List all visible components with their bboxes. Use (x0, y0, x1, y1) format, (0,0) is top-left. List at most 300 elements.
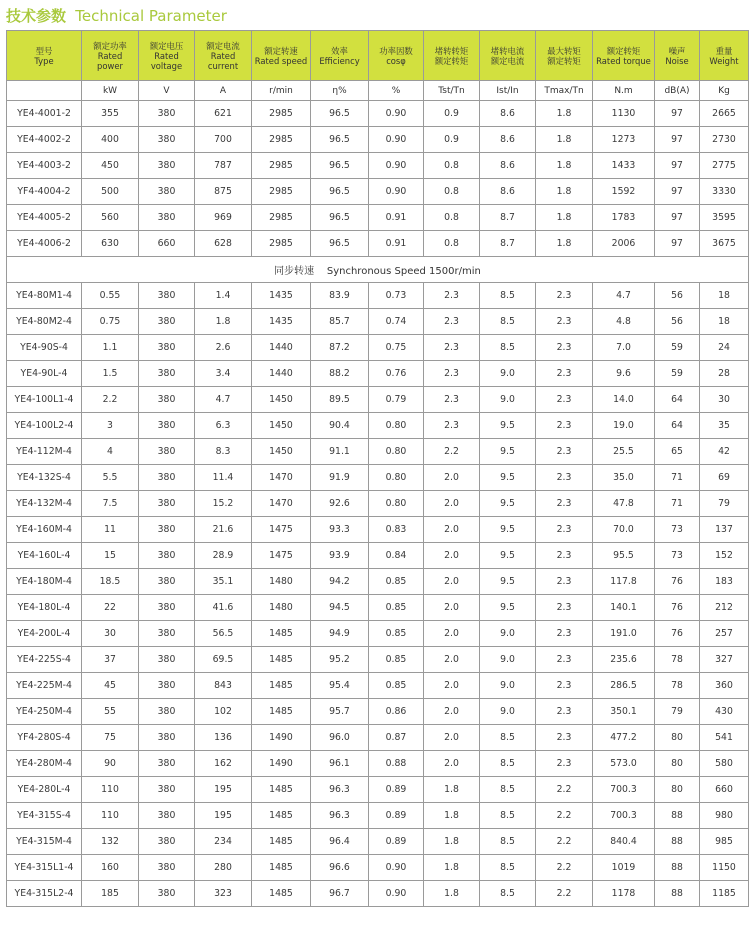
cell-rated-speed: 1470 (252, 491, 311, 517)
cell-rated-speed: 1475 (252, 543, 311, 569)
cell-tmax-tn: 1.8 (536, 231, 593, 257)
cell-rated-power: 160 (82, 855, 139, 881)
cell-tmax-tn: 2.3 (536, 543, 593, 569)
cell-efficiency: 90.4 (311, 413, 369, 439)
cell-ist-in: 9.0 (480, 673, 536, 699)
header-rated-voltage (139, 31, 195, 81)
cell-rated-torque: 140.1 (593, 595, 655, 621)
cell-rated-power: 450 (82, 153, 139, 179)
header-line: power (97, 60, 123, 71)
cell-rated-voltage: 380 (139, 205, 195, 231)
cell-rated-power: 45 (82, 673, 139, 699)
cell-tst-tn: 2.0 (424, 491, 480, 517)
table-body (7, 101, 749, 907)
cell-type: YE4-180L-4 (7, 595, 82, 621)
header-line: Rated (97, 50, 123, 61)
cell-ist-in: 8.5 (480, 283, 536, 309)
cell-power-factor: 0.73 (369, 283, 424, 309)
cell-power-factor: 0.89 (369, 829, 424, 855)
cell-weight: 580 (700, 751, 749, 777)
cell-rated-current: 1.8 (195, 309, 252, 335)
cell-rated-current: 787 (195, 153, 252, 179)
cell-rated-torque: 35.0 (593, 465, 655, 491)
cell-tmax-tn: 2.3 (536, 283, 593, 309)
cell-power-factor: 0.79 (369, 387, 424, 413)
cell-rated-torque: 1178 (593, 881, 655, 907)
table-row (7, 647, 749, 673)
cell-weight: 1150 (700, 855, 749, 881)
cell-rated-speed: 2985 (252, 231, 311, 257)
cell-weight: 660 (700, 777, 749, 803)
table-row (7, 699, 749, 725)
cell-type: YE4-4005-2 (7, 205, 82, 231)
cell-ist-in: 9.5 (480, 491, 536, 517)
cell-ist-in: 8.7 (480, 205, 536, 231)
table-row (7, 205, 749, 231)
cell-rated-torque: 350.1 (593, 699, 655, 725)
cell-tst-tn: 2.0 (424, 751, 480, 777)
cell-rated-speed: 1450 (252, 387, 311, 413)
cell-rated-current: 323 (195, 881, 252, 907)
cell-efficiency: 96.5 (311, 127, 369, 153)
cell-efficiency: 95.2 (311, 647, 369, 673)
cell-rated-speed: 1435 (252, 309, 311, 335)
header-rated-speed (252, 31, 311, 81)
cell-weight: 2775 (700, 153, 749, 179)
cell-rated-power: 400 (82, 127, 139, 153)
cell-rated-torque: 19.0 (593, 413, 655, 439)
table-row (7, 127, 749, 153)
cell-type: YE4-250M-4 (7, 699, 82, 725)
unit-type (7, 81, 82, 101)
cell-tmax-tn: 2.2 (536, 803, 593, 829)
cell-power-factor: 0.85 (369, 647, 424, 673)
cell-power-factor: 0.90 (369, 101, 424, 127)
cell-rated-current: 875 (195, 179, 252, 205)
cell-rated-power: 90 (82, 751, 139, 777)
table-row (7, 517, 749, 543)
cell-noise: 59 (655, 335, 700, 361)
cell-noise: 64 (655, 413, 700, 439)
cell-rated-voltage: 380 (139, 543, 195, 569)
cell-ist-in: 8.5 (480, 881, 536, 907)
cell-rated-power: 11 (82, 517, 139, 543)
unit-tmax-tn: Tmax/Tn (536, 81, 593, 101)
cell-efficiency: 96.5 (311, 205, 369, 231)
cell-rated-torque: 9.6 (593, 361, 655, 387)
cell-rated-current: 195 (195, 803, 252, 829)
header-line: Rated (210, 50, 236, 61)
cell-power-factor: 0.91 (369, 231, 424, 257)
cell-weight: 430 (700, 699, 749, 725)
unit-rated-power: kW (82, 81, 139, 101)
cell-noise: 78 (655, 673, 700, 699)
cell-ist-in: 9.0 (480, 621, 536, 647)
cell-rated-speed: 1485 (252, 673, 311, 699)
cell-efficiency: 94.9 (311, 621, 369, 647)
cell-noise: 88 (655, 803, 700, 829)
cell-type: YE4-280L-4 (7, 777, 82, 803)
cell-power-factor: 0.90 (369, 127, 424, 153)
cell-weight: 2665 (700, 101, 749, 127)
cell-rated-speed: 1485 (252, 621, 311, 647)
cell-efficiency: 92.6 (311, 491, 369, 517)
cell-tmax-tn: 2.3 (536, 517, 593, 543)
cell-rated-voltage: 380 (139, 881, 195, 907)
cell-noise: 73 (655, 543, 700, 569)
cell-rated-torque: 286.5 (593, 673, 655, 699)
cell-rated-power: 630 (82, 231, 139, 257)
cell-type: YE4-315L2-4 (7, 881, 82, 907)
cell-tst-tn: 2.0 (424, 673, 480, 699)
cell-power-factor: 0.90 (369, 881, 424, 907)
cell-power-factor: 0.74 (369, 309, 424, 335)
cell-efficiency: 96.5 (311, 101, 369, 127)
cell-rated-power: 500 (82, 179, 139, 205)
cell-rated-power: 1.1 (82, 335, 139, 361)
cell-rated-current: 6.3 (195, 413, 252, 439)
cell-rated-voltage: 380 (139, 387, 195, 413)
cell-ist-in: 8.5 (480, 777, 536, 803)
cell-rated-speed: 2985 (252, 127, 311, 153)
cell-noise: 76 (655, 621, 700, 647)
cell-rated-current: 35.1 (195, 569, 252, 595)
cell-rated-current: 15.2 (195, 491, 252, 517)
cell-type: YE4-100L2-4 (7, 413, 82, 439)
table-row (7, 595, 749, 621)
cell-type: YE4-225S-4 (7, 647, 82, 673)
cell-ist-in: 8.5 (480, 855, 536, 881)
header-line: Rated (154, 50, 179, 61)
cell-type: YE4-100L1-4 (7, 387, 82, 413)
table-row (7, 673, 749, 699)
cell-rated-current: 28.9 (195, 543, 252, 569)
unit-efficiency: η% (311, 81, 369, 101)
cell-weight: 980 (700, 803, 749, 829)
table-row (7, 881, 749, 907)
cell-efficiency: 94.5 (311, 595, 369, 621)
cell-rated-torque: 95.5 (593, 543, 655, 569)
cell-rated-power: 5.5 (82, 465, 139, 491)
title-cn: 技术参数 (6, 7, 67, 25)
cell-weight: 2730 (700, 127, 749, 153)
cell-rated-power: 1.5 (82, 361, 139, 387)
unit-row (7, 81, 749, 101)
cell-rated-speed: 2985 (252, 179, 311, 205)
cell-rated-voltage: 380 (139, 569, 195, 595)
cell-tst-tn: 2.3 (424, 387, 480, 413)
header-line: 堵转转矩 (434, 45, 469, 56)
cell-noise: 78 (655, 647, 700, 673)
section-separator-row (7, 257, 749, 283)
cell-rated-speed: 1450 (252, 439, 311, 465)
header-noise (655, 31, 700, 81)
unit-rated-torque: N.m (593, 81, 655, 101)
cell-rated-current: 102 (195, 699, 252, 725)
cell-power-factor: 0.90 (369, 855, 424, 881)
cell-rated-speed: 1485 (252, 699, 311, 725)
cell-noise: 71 (655, 491, 700, 517)
cell-rated-power: 3 (82, 413, 139, 439)
cell-weight: 42 (700, 439, 749, 465)
cell-rated-voltage: 380 (139, 361, 195, 387)
header-line: Weight (709, 55, 739, 66)
cell-rated-current: 195 (195, 777, 252, 803)
cell-power-factor: 0.83 (369, 517, 424, 543)
table-row (7, 543, 749, 569)
unit-rated-speed: r/min (252, 81, 311, 101)
cell-ist-in: 9.0 (480, 361, 536, 387)
cell-rated-current: 69.5 (195, 647, 252, 673)
cell-rated-torque: 191.0 (593, 621, 655, 647)
cell-weight: 18 (700, 309, 749, 335)
cell-noise: 79 (655, 699, 700, 725)
cell-tmax-tn: 2.3 (536, 725, 593, 751)
cell-efficiency: 96.1 (311, 751, 369, 777)
cell-power-factor: 0.85 (369, 569, 424, 595)
cell-type: YE4-80M2-4 (7, 309, 82, 335)
cell-rated-power: 2.2 (82, 387, 139, 413)
cell-tmax-tn: 2.3 (536, 309, 593, 335)
cell-type: YE4-132S-4 (7, 465, 82, 491)
cell-efficiency: 95.4 (311, 673, 369, 699)
cell-rated-voltage: 380 (139, 621, 195, 647)
cell-efficiency: 94.2 (311, 569, 369, 595)
cell-tmax-tn: 2.3 (536, 569, 593, 595)
cell-efficiency: 96.7 (311, 881, 369, 907)
cell-rated-torque: 4.8 (593, 309, 655, 335)
cell-rated-voltage: 380 (139, 699, 195, 725)
unit-weight: Kg (700, 81, 749, 101)
cell-rated-torque: 1433 (593, 153, 655, 179)
cell-rated-torque: 4.7 (593, 283, 655, 309)
cell-rated-current: 41.6 (195, 595, 252, 621)
header-line: 额定转矩 (547, 55, 581, 66)
table-row (7, 829, 749, 855)
cell-ist-in: 9.5 (480, 569, 536, 595)
header-line: 额定电流 (206, 40, 240, 51)
cell-rated-power: 0.75 (82, 309, 139, 335)
cell-noise: 56 (655, 309, 700, 335)
cell-efficiency: 96.5 (311, 153, 369, 179)
cell-rated-voltage: 380 (139, 673, 195, 699)
header-rated-power (82, 31, 139, 81)
cell-noise: 97 (655, 127, 700, 153)
cell-rated-current: 234 (195, 829, 252, 855)
cell-tst-tn: 2.0 (424, 725, 480, 751)
header-line: 额定转速 (264, 45, 298, 56)
cell-ist-in: 9.0 (480, 387, 536, 413)
cell-weight: 327 (700, 647, 749, 673)
cell-rated-speed: 1485 (252, 647, 311, 673)
cell-noise: 88 (655, 881, 700, 907)
cell-rated-power: 22 (82, 595, 139, 621)
header-line: 最大转矩 (547, 45, 581, 56)
cell-tst-tn: 2.3 (424, 335, 480, 361)
header-line: Efficiency (319, 55, 360, 66)
cell-tmax-tn: 2.3 (536, 647, 593, 673)
cell-noise: 73 (655, 517, 700, 543)
cell-type: YE4-132M-4 (7, 491, 82, 517)
cell-type: YE4-160L-4 (7, 543, 82, 569)
cell-tmax-tn: 1.8 (536, 127, 593, 153)
cell-rated-current: 700 (195, 127, 252, 153)
table-row (7, 413, 749, 439)
cell-rated-power: 7.5 (82, 491, 139, 517)
cell-type: YF4-4004-2 (7, 179, 82, 205)
cell-power-factor: 0.90 (369, 153, 424, 179)
cell-power-factor: 0.90 (369, 179, 424, 205)
cell-rated-voltage: 380 (139, 179, 195, 205)
header-line: Rated torque (596, 55, 651, 66)
cell-rated-torque: 573.0 (593, 751, 655, 777)
table-row (7, 751, 749, 777)
cell-tst-tn: 1.8 (424, 803, 480, 829)
header-line: 额定电压 (149, 40, 184, 51)
cell-rated-voltage: 380 (139, 803, 195, 829)
header-rated-torque (593, 31, 655, 81)
cell-efficiency: 91.9 (311, 465, 369, 491)
cell-tmax-tn: 2.2 (536, 881, 593, 907)
cell-ist-in: 9.0 (480, 647, 536, 673)
cell-rated-torque: 1592 (593, 179, 655, 205)
cell-ist-in: 9.5 (480, 517, 536, 543)
title-en: Technical Parameter (75, 7, 227, 25)
header-type (7, 31, 82, 81)
cell-rated-speed: 2985 (252, 101, 311, 127)
cell-rated-power: 15 (82, 543, 139, 569)
cell-noise: 80 (655, 777, 700, 803)
cell-tst-tn: 0.9 (424, 101, 480, 127)
cell-rated-voltage: 380 (139, 517, 195, 543)
cell-efficiency: 93.9 (311, 543, 369, 569)
header-rated-current (195, 31, 252, 81)
table-row (7, 491, 749, 517)
cell-efficiency: 88.2 (311, 361, 369, 387)
cell-rated-voltage: 380 (139, 335, 195, 361)
cell-rated-current: 1.4 (195, 283, 252, 309)
cell-tmax-tn: 2.2 (536, 855, 593, 881)
cell-tmax-tn: 2.3 (536, 413, 593, 439)
cell-tmax-tn: 2.3 (536, 361, 593, 387)
cell-rated-speed: 1485 (252, 777, 311, 803)
table-row (7, 361, 749, 387)
technical-parameter-table (6, 30, 749, 907)
header-line: 额定转矩 (606, 45, 641, 56)
cell-type: YE4-90S-4 (7, 335, 82, 361)
cell-type: YE4-315S-4 (7, 803, 82, 829)
cell-rated-speed: 2985 (252, 205, 311, 231)
cell-rated-power: 185 (82, 881, 139, 907)
cell-weight: 79 (700, 491, 749, 517)
cell-rated-current: 11.4 (195, 465, 252, 491)
cell-type: YE4-4001-2 (7, 101, 82, 127)
cell-type: YE4-4003-2 (7, 153, 82, 179)
cell-weight: 257 (700, 621, 749, 647)
header-line: cosφ (386, 55, 406, 66)
cell-rated-voltage: 380 (139, 855, 195, 881)
cell-efficiency: 96.5 (311, 231, 369, 257)
cell-rated-current: 280 (195, 855, 252, 881)
cell-ist-in: 8.5 (480, 751, 536, 777)
cell-weight: 212 (700, 595, 749, 621)
cell-tst-tn: 2.3 (424, 309, 480, 335)
cell-rated-power: 355 (82, 101, 139, 127)
cell-efficiency: 93.3 (311, 517, 369, 543)
cell-tmax-tn: 1.8 (536, 205, 593, 231)
cell-ist-in: 9.0 (480, 699, 536, 725)
cell-rated-current: 969 (195, 205, 252, 231)
cell-rated-voltage: 380 (139, 491, 195, 517)
cell-weight: 35 (700, 413, 749, 439)
cell-noise: 76 (655, 595, 700, 621)
cell-rated-current: 3.4 (195, 361, 252, 387)
cell-power-factor: 0.85 (369, 673, 424, 699)
header-power-factor (369, 31, 424, 81)
cell-rated-voltage: 380 (139, 101, 195, 127)
cell-noise: 88 (655, 829, 700, 855)
table-row (7, 231, 749, 257)
cell-power-factor: 0.91 (369, 205, 424, 231)
cell-weight: 1185 (700, 881, 749, 907)
cell-noise: 59 (655, 361, 700, 387)
cell-rated-current: 843 (195, 673, 252, 699)
cell-rated-voltage: 380 (139, 725, 195, 751)
cell-tmax-tn: 2.3 (536, 335, 593, 361)
cell-tmax-tn: 2.3 (536, 699, 593, 725)
cell-type: YE4-112M-4 (7, 439, 82, 465)
unit-noise: dB(A) (655, 81, 700, 101)
header-tmax-tn (536, 31, 593, 81)
cell-ist-in: 9.5 (480, 439, 536, 465)
cell-power-factor: 0.80 (369, 413, 424, 439)
cell-tst-tn: 0.8 (424, 205, 480, 231)
cell-rated-power: 4 (82, 439, 139, 465)
cell-rated-torque: 700.3 (593, 777, 655, 803)
cell-rated-voltage: 380 (139, 309, 195, 335)
cell-tst-tn: 1.8 (424, 881, 480, 907)
cell-ist-in: 9.5 (480, 543, 536, 569)
cell-type: YE4-315M-4 (7, 829, 82, 855)
cell-efficiency: 96.4 (311, 829, 369, 855)
cell-tmax-tn: 2.3 (536, 439, 593, 465)
cell-ist-in: 8.7 (480, 231, 536, 257)
cell-rated-speed: 1490 (252, 725, 311, 751)
page-title (6, 4, 227, 28)
header-line: 额定电流 (490, 55, 525, 66)
cell-rated-torque: 117.8 (593, 569, 655, 595)
cell-tst-tn: 2.0 (424, 647, 480, 673)
cell-efficiency: 96.3 (311, 777, 369, 803)
cell-power-factor: 0.80 (369, 491, 424, 517)
cell-ist-in: 9.5 (480, 413, 536, 439)
cell-rated-voltage: 380 (139, 439, 195, 465)
cell-rated-torque: 1130 (593, 101, 655, 127)
cell-rated-current: 628 (195, 231, 252, 257)
cell-tmax-tn: 2.3 (536, 751, 593, 777)
cell-type: YE4-200L-4 (7, 621, 82, 647)
table-row (7, 569, 749, 595)
cell-rated-power: 55 (82, 699, 139, 725)
cell-tst-tn: 2.3 (424, 413, 480, 439)
cell-rated-speed: 1485 (252, 803, 311, 829)
cell-rated-voltage: 380 (139, 829, 195, 855)
cell-rated-power: 560 (82, 205, 139, 231)
table-row (7, 179, 749, 205)
header-line: 重量 (715, 45, 733, 56)
cell-noise: 71 (655, 465, 700, 491)
header-line: 噪声 (668, 45, 686, 56)
